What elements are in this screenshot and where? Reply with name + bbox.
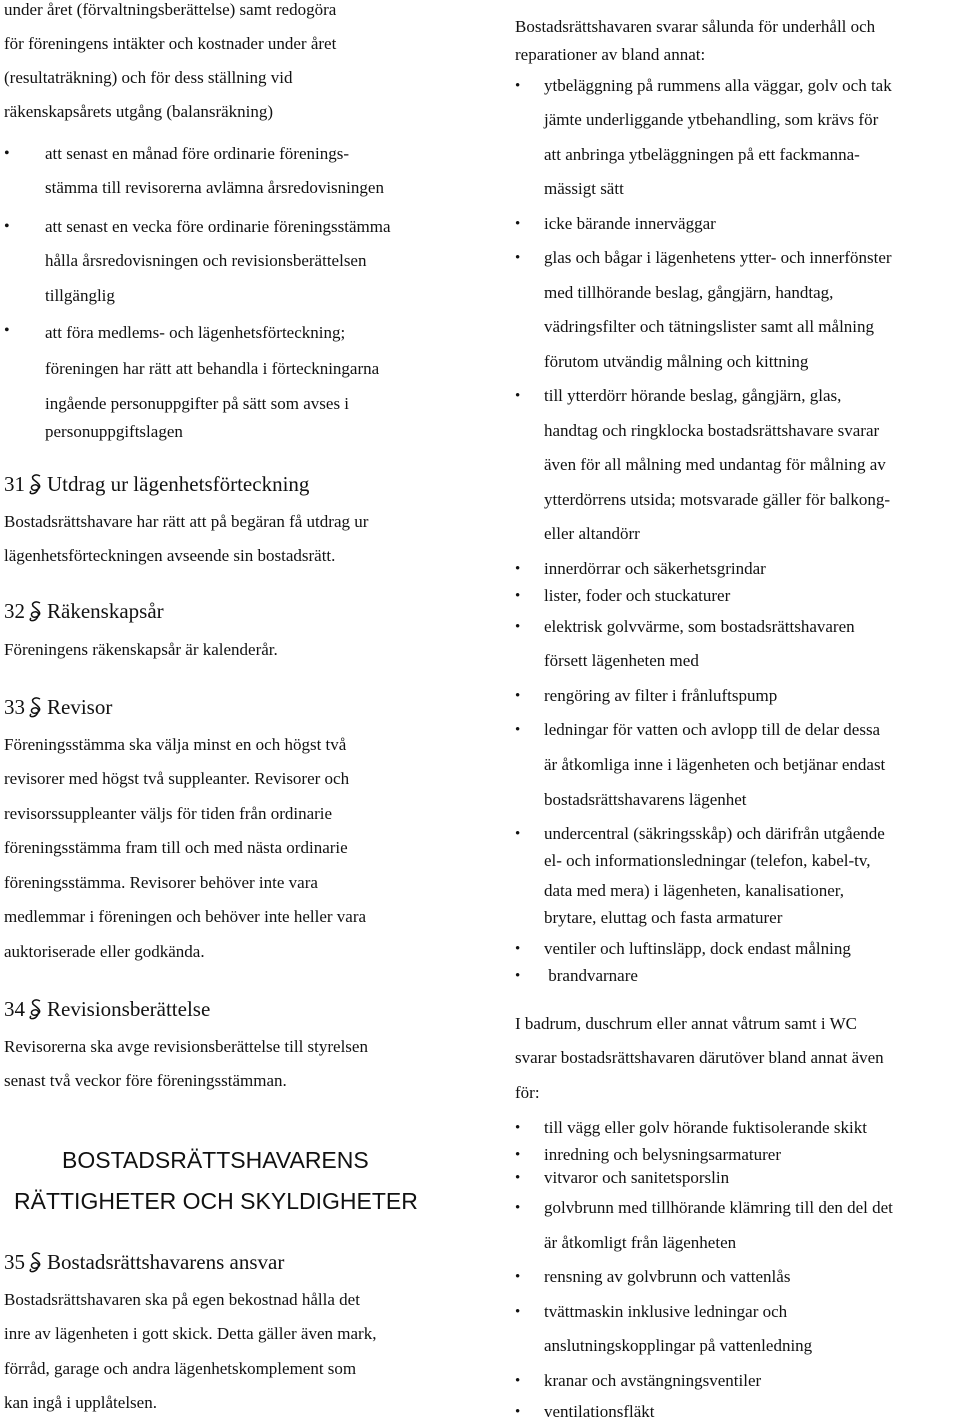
list-item-text: är åtkomliga inne i lägenheten och betjänar endast xyxy=(544,755,886,774)
section-title: Revisor xyxy=(47,695,113,719)
list-item-text: kranar och avstängningsventiler xyxy=(544,1371,762,1390)
body-line: I badrum, duschrum eller annat våtrum samt i WC xyxy=(515,1014,857,1033)
body-line: auktoriserade eller godkända. xyxy=(4,942,205,961)
section-heading xyxy=(4,694,112,720)
bullet-icon: • xyxy=(515,561,521,577)
list-item-text: är åtkomligt från lägenheten xyxy=(544,1233,737,1252)
chapter-heading-line: BOSTADSRÄTTSHAVARENS xyxy=(62,1147,369,1173)
list-item-text: till vägg eller golv hörande fuktisolerande skikt xyxy=(544,1118,867,1137)
body-line: för: xyxy=(515,1083,540,1102)
section-number: 31 xyxy=(4,472,25,496)
intro-line: för föreningens intäkter och kostnader under året xyxy=(4,34,337,53)
intro-line: under året (förvaltningsberättelse) samt redogöra xyxy=(4,0,337,19)
section-heading xyxy=(4,598,164,624)
bullet-icon: • xyxy=(515,1200,521,1216)
body-line: svarar bostadsrättshavaren därutöver bland annat även xyxy=(515,1048,884,1067)
list-item-text: ventiler och luftinsläpp, dock endast målning xyxy=(544,939,851,958)
body-line: Föreningsstämma ska välja minst en och högst två xyxy=(4,735,347,754)
list-item-text: vädringsfilter och tätningslister samt all målning xyxy=(544,317,875,336)
list-item-text: glas och bågar i lägenhetens ytter- och innerfönster xyxy=(544,248,892,267)
list-item-text: även för all målning med undantag för målning av xyxy=(544,455,886,474)
body-line: Revisorerna ska avge revisionsberättelse till styrelsen xyxy=(4,1037,368,1056)
paragraph-mark-icon xyxy=(29,1252,43,1274)
section-title: Räkenskapsår xyxy=(47,599,164,623)
bullet-icon: • xyxy=(515,1120,521,1136)
body-line: förråd, garage och andra lägenhetskomplement som xyxy=(4,1359,357,1378)
bullet-icon: • xyxy=(515,216,521,232)
list-item-text: tvättmaskin inklusive ledningar och xyxy=(544,1302,788,1321)
list-item-text: att senast en vecka före ordinarie föreningsstämma xyxy=(45,217,391,236)
list-item-text: föreningen har rätt att behandla i förteckningarna xyxy=(45,359,380,378)
bullet-icon: • xyxy=(515,688,521,704)
list-item-text: lister, foder och stuckaturer xyxy=(544,586,731,605)
bullet-icon: • xyxy=(515,250,521,266)
intro-line: räkenskapsårets utgång (balansräkning) xyxy=(4,102,274,121)
list-item-text: elektrisk golvvärme, som bostadsrättshavaren xyxy=(544,617,855,636)
chapter-heading-line: RÄTTIGHETER OCH SKYLDIGHETER xyxy=(14,1188,418,1214)
section-number: 32 xyxy=(4,599,25,623)
list-item-text: ledningar för vatten och avlopp till de delar dessa xyxy=(544,720,881,739)
list-item-text: ventilationsfläkt xyxy=(544,1402,655,1421)
bullet-icon: • xyxy=(515,619,521,635)
bullet-icon: • xyxy=(515,722,521,738)
list-item-text: mässigt sätt xyxy=(544,179,624,198)
section-title: Bostadsrättshavarens ansvar xyxy=(47,1250,285,1274)
bullet-icon: • xyxy=(515,968,521,984)
list-item-text: el- och informationsledningar (telefon, kabel-tv, xyxy=(544,851,871,870)
bullet-icon: • xyxy=(515,588,521,604)
list-item-text: personuppgiftslagen xyxy=(45,422,183,441)
section-number: 35 xyxy=(4,1250,25,1274)
section-heading xyxy=(4,471,309,497)
body-line: föreningsstämma. Revisorer behöver inte vara xyxy=(4,873,318,892)
body-line: lägenhetsförteckningen avseende sin bostadsrätt. xyxy=(4,546,336,565)
body-line: Bostadsrättshavare har rätt att på begäran få utdrag ur xyxy=(4,512,369,531)
paragraph-mark-icon xyxy=(29,474,43,496)
list-item-text: anslutningskopplingar på vattenledning xyxy=(544,1336,813,1355)
bullet-icon: • xyxy=(4,322,10,339)
list-item-text: vitvaror och sanitetsporslin xyxy=(544,1168,730,1187)
paragraph-mark-icon xyxy=(29,601,43,623)
list-item-text: data med mera) i lägenheten, kanalisationer, xyxy=(544,881,844,900)
bullet-icon: • xyxy=(515,1170,521,1186)
list-item-text: icke bärande innerväggar xyxy=(544,214,716,233)
list-item-text: jämte underliggande ytbehandling, som krävs för xyxy=(544,110,879,129)
bullet-icon: • xyxy=(515,826,521,842)
list-item-text: undercentral (säkringsskåp) och därifrån utgående xyxy=(544,824,885,843)
list-item-text: ytterdörrens utsida; motsvarade gäller för balkong- xyxy=(544,490,891,509)
list-item-text: försett lägenheten med xyxy=(544,651,699,670)
list-item-text: hålla årsredovisningen och revisionsberättelsen xyxy=(45,251,367,270)
list-item-text: att senast en månad före ordinarie förenings- xyxy=(45,144,349,163)
list-item-text: rengöring av filter i frånluftspump xyxy=(544,686,778,705)
list-item-text: att anbringa ytbeläggningen på ett fackmanna- xyxy=(544,145,860,164)
body-line: inre av lägenheten i gott skick. Detta gäller även mark, xyxy=(4,1324,377,1343)
body-line: Föreningens räkenskapsår är kalenderår. xyxy=(4,640,278,659)
bullet-icon: • xyxy=(515,388,521,404)
list-item-text: ingående personuppgifter på sätt som avses i xyxy=(45,394,350,413)
bullet-icon: • xyxy=(515,941,521,957)
section-number: 33 xyxy=(4,695,25,719)
list-item-text: stämma till revisorerna avlämna årsredovisningen xyxy=(45,178,384,197)
list-item-text: handtag och ringklocka bostadsrättshavare svarar xyxy=(544,421,880,440)
list-item-text: eller altandörr xyxy=(544,524,640,543)
bullet-icon: • xyxy=(515,1147,521,1163)
list-item-text: till ytterdörr hörande beslag, gångjärn, glas, xyxy=(544,386,842,405)
section-title: Utdrag ur lägenhetsförteckning xyxy=(47,472,310,496)
body-line: föreningsstämma fram till och med nästa ordinarie xyxy=(4,838,348,857)
paragraph-mark-icon xyxy=(29,999,43,1021)
intro-line: Bostadsrättshavaren svarar sålunda för underhåll och xyxy=(515,17,876,36)
section-number: 34 xyxy=(4,997,25,1021)
bullet-icon: • xyxy=(515,1269,521,1285)
list-item-text: att föra medlems- och lägenhetsförteckning; xyxy=(45,323,346,342)
list-item-text: ytbeläggning på rummens alla väggar, golv och tak xyxy=(544,76,892,95)
body-line: revisorer med högst två suppleanter. Revisorer och xyxy=(4,769,350,788)
body-line: Bostadsrättshavaren ska på egen bekostnad hålla det xyxy=(4,1290,360,1309)
body-line: senast två veckor före föreningsstämman. xyxy=(4,1071,287,1090)
body-line: kan ingå i upplåtelsen. xyxy=(4,1393,157,1412)
list-item-text: rensning av golvbrunn och vattenlås xyxy=(544,1267,791,1286)
paragraph-mark-icon xyxy=(29,697,43,719)
list-item-text: tillgänglig xyxy=(45,286,115,305)
bullet-icon: • xyxy=(515,78,521,94)
list-item-text: bostadsrättshavarens lägenhet xyxy=(544,790,747,809)
list-item-text: brandvarnare xyxy=(544,966,638,985)
bullet-icon: • xyxy=(4,145,10,162)
list-item-text: inredning och belysningsarmaturer xyxy=(544,1145,781,1164)
body-line: medlemmar i föreningen och behöver inte heller vara xyxy=(4,907,367,926)
intro-line: (resultaträkning) och för dess ställning vid xyxy=(4,68,293,87)
bullet-icon: • xyxy=(515,1304,521,1320)
bullet-icon: • xyxy=(515,1373,521,1389)
list-item-text: förutom utvändig målning och kittning xyxy=(544,352,809,371)
body-line: revisorssuppleanter väljs för tiden från ordinarie xyxy=(4,804,333,823)
list-item-text: brytare, eluttag och fasta armaturer xyxy=(544,908,783,927)
section-heading xyxy=(4,996,210,1022)
bullet-icon: • xyxy=(4,218,10,235)
list-item-text: golvbrunn med tillhörande klämring till den del det xyxy=(544,1198,893,1217)
section-title: Revisionsberättelse xyxy=(47,997,211,1021)
list-item-text: innerdörrar och säkerhetsgrindar xyxy=(544,559,766,578)
list-item-text: med tillhörande beslag, gångjärn, handtag, xyxy=(544,283,834,302)
bullet-icon: • xyxy=(515,1404,521,1420)
section-heading xyxy=(4,1249,284,1275)
intro-line: reparationer av bland annat: xyxy=(515,45,706,64)
